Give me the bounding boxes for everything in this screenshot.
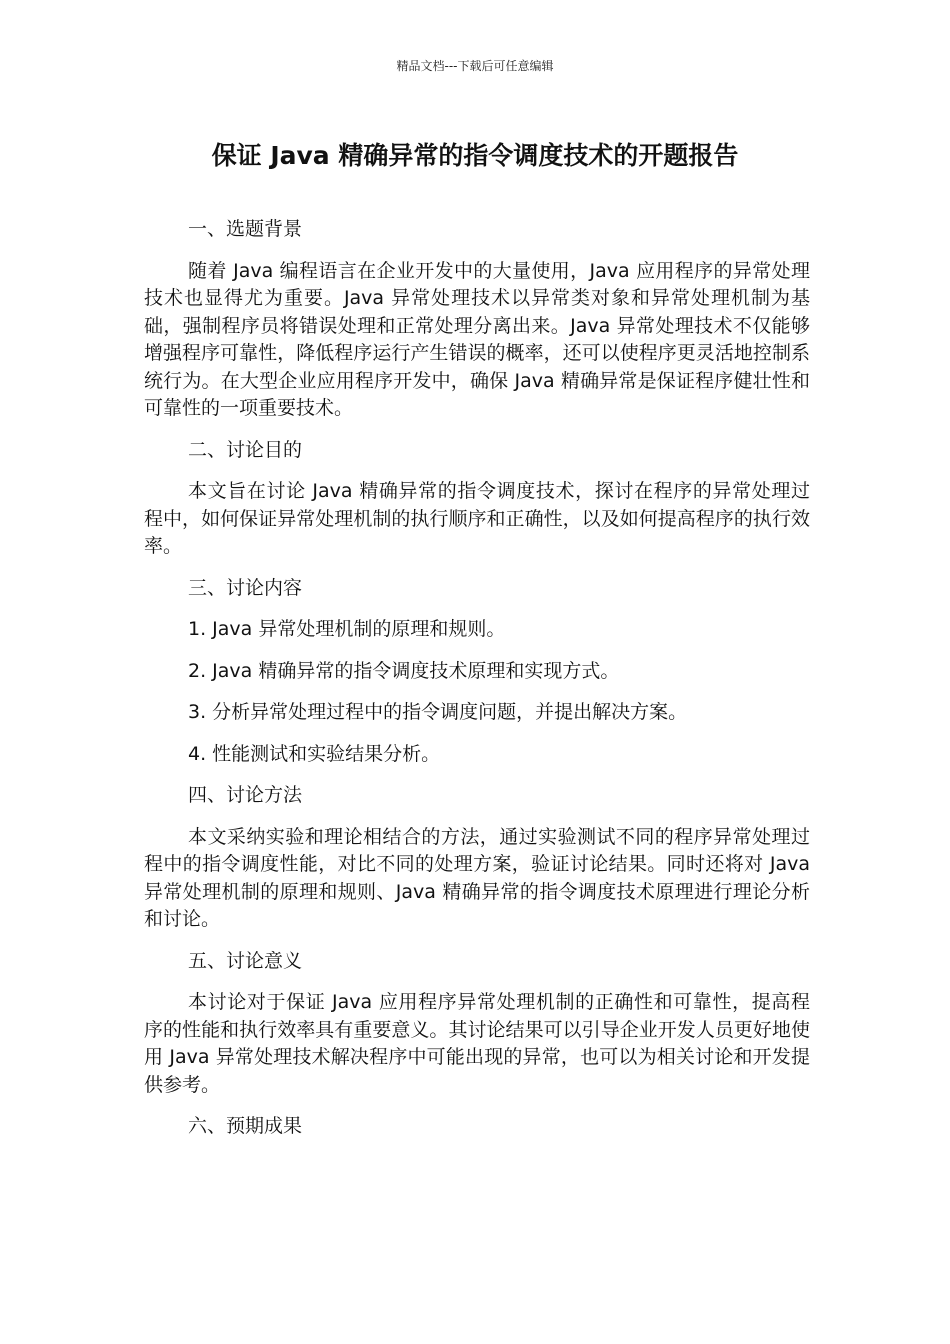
section-heading-content: 三、讨论内容 — [188, 576, 303, 599]
section-heading-purpose: 二、讨论目的 — [188, 438, 303, 461]
paragraph-method: 本文采纳实验和理论相结合的方法，通过实验测试不同的程序异常处理过程中的指令调度性能，对比不同的处理方案，验证讨论结果。同时还将对 Java 异常处理机制的原理和规则、Java 精确异常的指令调度技术原理进行理论分析和讨论。 — [144, 825, 810, 930]
paragraph-significance: 本讨论对于保证 Java 应用程序异常处理机制的正确性和可靠性，提高程序的性能和执行效率具有重要意义。其讨论结果可以引导企业开发人员更好地使用 Java 异常处理技术解决程序中可能出现的异常，也可以为相关讨论和开发提供参考。 — [144, 991, 810, 1096]
section-heading-significance: 五、讨论意义 — [188, 949, 303, 972]
list-item: 3. 分析异常处理过程中的指令调度问题，并提出解决方案。 — [188, 701, 688, 723]
section-heading-expected-results: 六、预期成果 — [188, 1115, 303, 1137]
document-body — [144, 216, 810, 1155]
list-item: 1. Java 异常处理机制的原理和规则。 — [188, 618, 506, 640]
section-heading-background: 一、选题背景 — [188, 218, 303, 240]
paragraph-purpose: 本文旨在讨论 Java 精确异常的指令调度技术，探讨在程序的异常处理过程中，如何保证异常处理机制的执行顺序和正确性，以及如何提高程序的执行效率。 — [144, 480, 810, 557]
header-note: 精品文档---下载后可任意编辑 — [396, 59, 554, 73]
section-heading-method: 四、讨论方法 — [188, 784, 303, 806]
document-title: 保证 Java 精确异常的指令调度技术的开题报告 — [211, 141, 739, 170]
list-item: 4. 性能测试和实验结果分析。 — [188, 742, 441, 765]
paragraph-background: 随着 Java 编程语言在企业开发中的大量使用，Java 应用程序的异常处理技术也显得尤为重要。Java 异常处理技术以异常类对象和异常处理机制为基础，强制程序员将错误处理和正常处理分离出来。Java 异常处理技术不仅能够增强程序可靠性，降低程序运行产生错误的概率，还可以使程序更灵活地控制系统行为。在大型企业应用程序开发中，确保 Java 精确异常是保证程序健壮性和可靠性的一项重要技术。 — [144, 259, 810, 419]
list-item: 2. Java 精确异常的指令调度技术原理和实现方式。 — [188, 659, 620, 682]
